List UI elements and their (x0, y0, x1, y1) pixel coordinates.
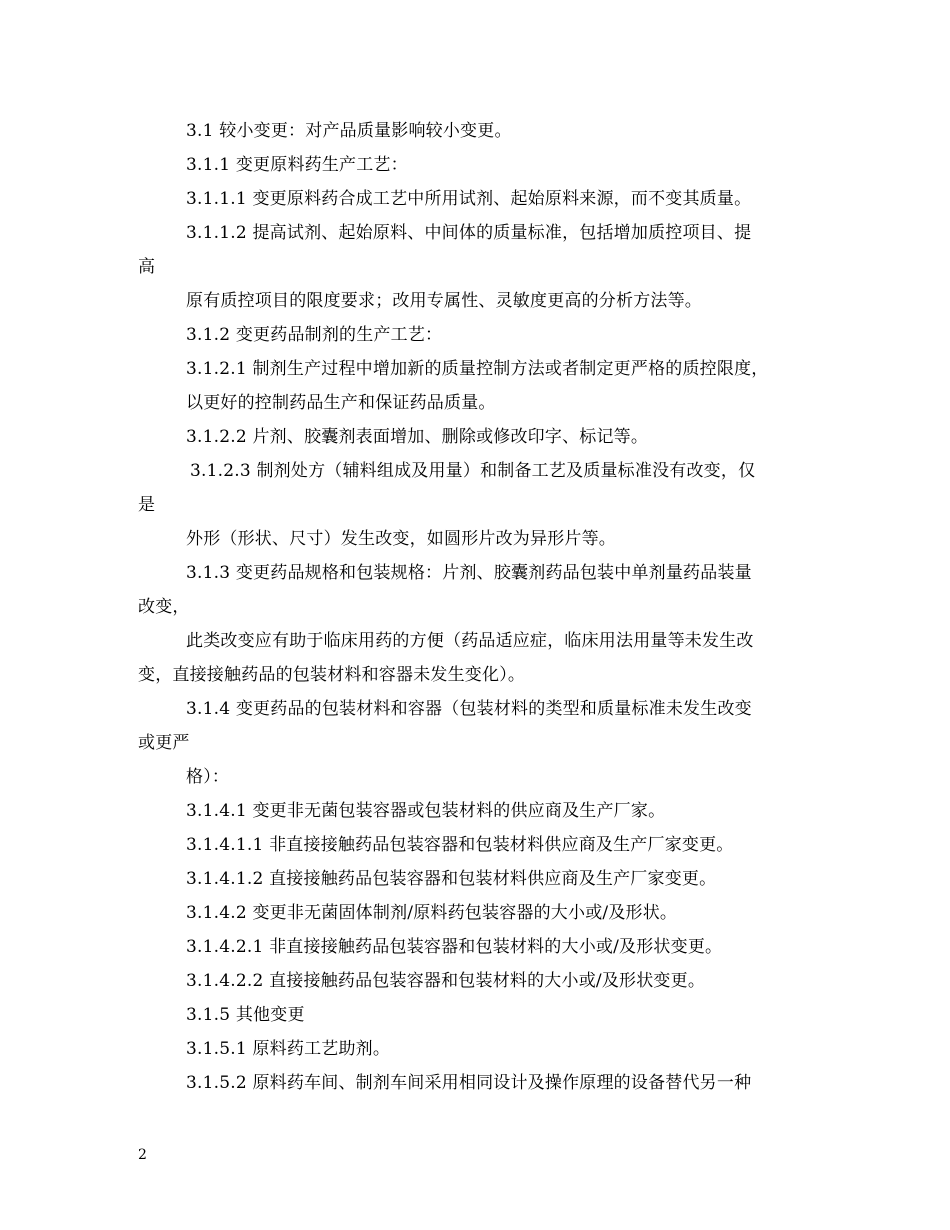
text-line: 3.1.4.2.1 非直接接触药品包装容器和包装材料的大小或/及形状变更。 (186, 937, 723, 957)
text-line: 3.1.4 变更药品的包装材料和容器（包装材料的类型和质量标准未发生改变 (186, 699, 752, 719)
page-number: 2 (138, 1147, 147, 1163)
text-line: 3.1.4.2.2 直接接触药品包装容器和包装材料的大小或/及形状变更。 (186, 971, 706, 991)
text-line: 3.1.2.3 制剂处方（辅料组成及用量）和制备工艺及质量标准没有改变，仅 (190, 461, 756, 481)
text-line: 改变， (138, 597, 190, 617)
text-line: 3.1.2 变更药品制剂的生产工艺： (186, 325, 443, 345)
text-line: 3.1.2.2 片剂、胶囊剂表面增加、删除或修改印字、标记等。 (186, 427, 649, 447)
text-line: 或更严 (138, 733, 190, 753)
text-line: 3.1.1.1 变更原料药合成工艺中所用试剂、起始原料来源，而不变其质量。 (186, 189, 752, 209)
text-line: 原有质控项目的限度要求；改用专属性、灵敏度更高的分析方法等。 (186, 291, 702, 311)
text-line: 外形（形状、尺寸）发生改变，如圆形片改为异形片等。 (186, 529, 616, 549)
text-line: 变，直接接触药品的包装材料和容器未发生变化）。 (138, 665, 526, 685)
text-line: 3.1.3 变更药品规格和包装规格：片剂、胶囊剂药品包装中单剂量药品装量 (186, 563, 752, 583)
text-line: 此类改变应有助于临床用药的方便（药品适应症，临床用法用量等未发生改 (186, 631, 754, 651)
text-line: 3.1.2.1 制剂生产过程中增加新的质量控制方法或者制定更严格的质控限度， (186, 359, 769, 379)
text-line: 3.1.1 变更原料药生产工艺： (186, 155, 408, 175)
text-line: 3.1.4.1.1 非直接接触药品包装容器和包装材料供应商及生产厂家变更。 (186, 835, 734, 855)
text-line: 是 (138, 495, 156, 515)
text-line: 高 (138, 257, 156, 277)
text-line: 格）： (186, 767, 230, 787)
text-line: 3.1 较小变更：对产品质量影响较小变更。 (186, 121, 512, 141)
text-line: 以更好的控制药品生产和保证药品质量。 (186, 393, 496, 413)
text-line: 3.1.4.1.2 直接接触药品包装容器和包装材料供应商及生产厂家变更。 (186, 869, 717, 889)
text-line: 3.1.5.2 原料药车间、制剂车间采用相同设计及操作原理的设备替代另一种 (186, 1073, 752, 1093)
text-line: 3.1.4.1 变更非无菌包装容器或包装材料的供应商及生产厂家。 (186, 801, 666, 821)
text-line: 3.1.5.1 原料药工艺助剂。 (186, 1039, 391, 1059)
text-line: 3.1.4.2 变更非无菌固体制剂/原料药包装容器的大小或/及形状。 (186, 903, 678, 923)
text-line: 3.1.5 其他变更 (186, 1005, 305, 1025)
text-line: 3.1.1.2 提高试剂、起始原料、中间体的质量标准，包括增加质控项目、提 (186, 223, 752, 243)
